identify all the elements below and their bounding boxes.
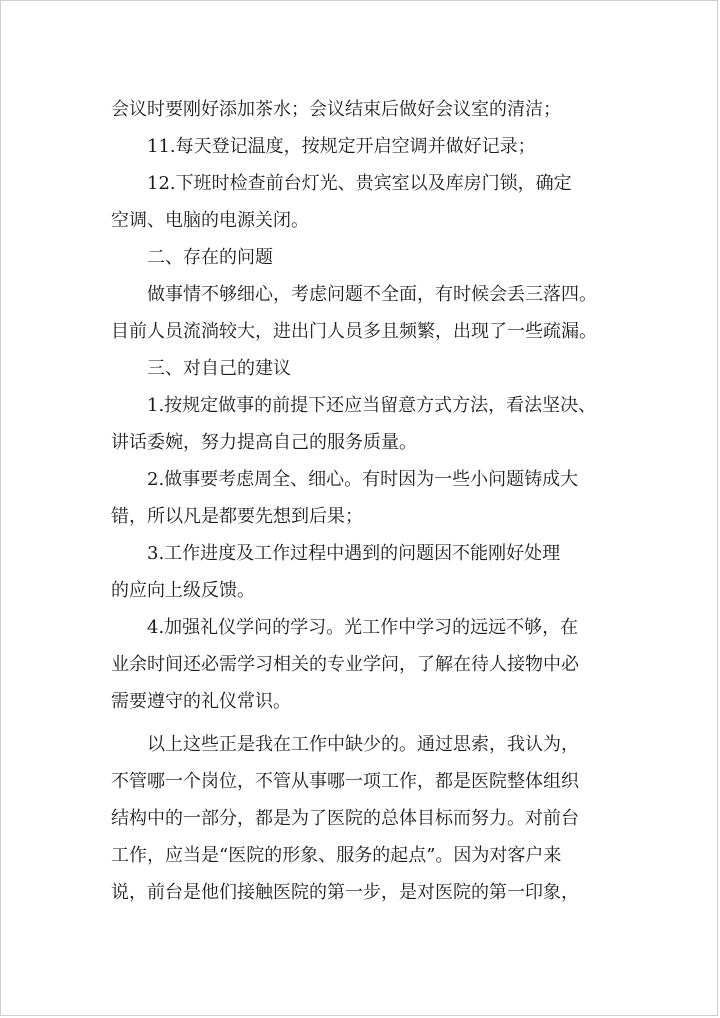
text-line: 12.下班时检查前台灯光、贵宾室以及库房门锁，确定 xyxy=(147,173,572,194)
section-heading: 二、存在的问题 xyxy=(147,247,273,268)
text-line: 1.按规定做事的前提下还应当留意方式方法，看法坚决、 xyxy=(147,395,597,416)
text-line: 11.每天登记温度，按规定开启空调并做好记录； xyxy=(147,136,536,157)
text-line: 目前人员流淌较大，进出门人员多且频繁，出现了一些疏漏。 xyxy=(111,321,597,342)
text-line: 2.做事要考虑周全、细心。有时因为一些小问题铸成大 xyxy=(147,469,579,490)
text-line: 需要遵守的礼仪常识。 xyxy=(111,691,291,712)
text-line: 结构中的一部分，都是为了医院的总体目标而努力。对前台 xyxy=(111,808,579,829)
text-line: 业余时间还必需学习相关的专业学问，了解在待人接物中必 xyxy=(111,654,579,675)
text-line: 工作，应当是“医院的形象、服务的起点”。因为对客户来 xyxy=(111,845,562,866)
text-line: 空调、电脑的电源关闭。 xyxy=(111,210,309,231)
text-line: 讲话委婉，努力提高自己的服务质量。 xyxy=(111,432,417,453)
text-line: 的应向上级反馈。 xyxy=(111,580,255,601)
text-line: 会议时要刚好添加茶水；会议结束后做好会议室的清洁； xyxy=(111,99,561,120)
text-line: 做事情不够细心，考虑问题不全面，有时候会丢三落四。 xyxy=(147,284,597,305)
text-line: 4.加强礼仪学问的学习。光工作中学习的远远不够，在 xyxy=(147,617,579,638)
text-line: 错，所以凡是都要先想到后果； xyxy=(111,506,363,527)
text-line: 说，前台是他们接触医院的第一步，是对医院的第一印象， xyxy=(111,882,579,903)
text-line: 以上这些正是我在工作中缺少的。通过思索，我认为， xyxy=(147,734,579,755)
document-body xyxy=(111,91,615,911)
text-line: 不管哪一个岗位，不管从事哪一项工作，都是医院整体组织 xyxy=(111,771,579,792)
section-heading: 三、对自己的建议 xyxy=(147,358,291,379)
text-line: 3.工作进度及工作过程中遇到的问题因不能刚好处理 xyxy=(147,543,561,564)
